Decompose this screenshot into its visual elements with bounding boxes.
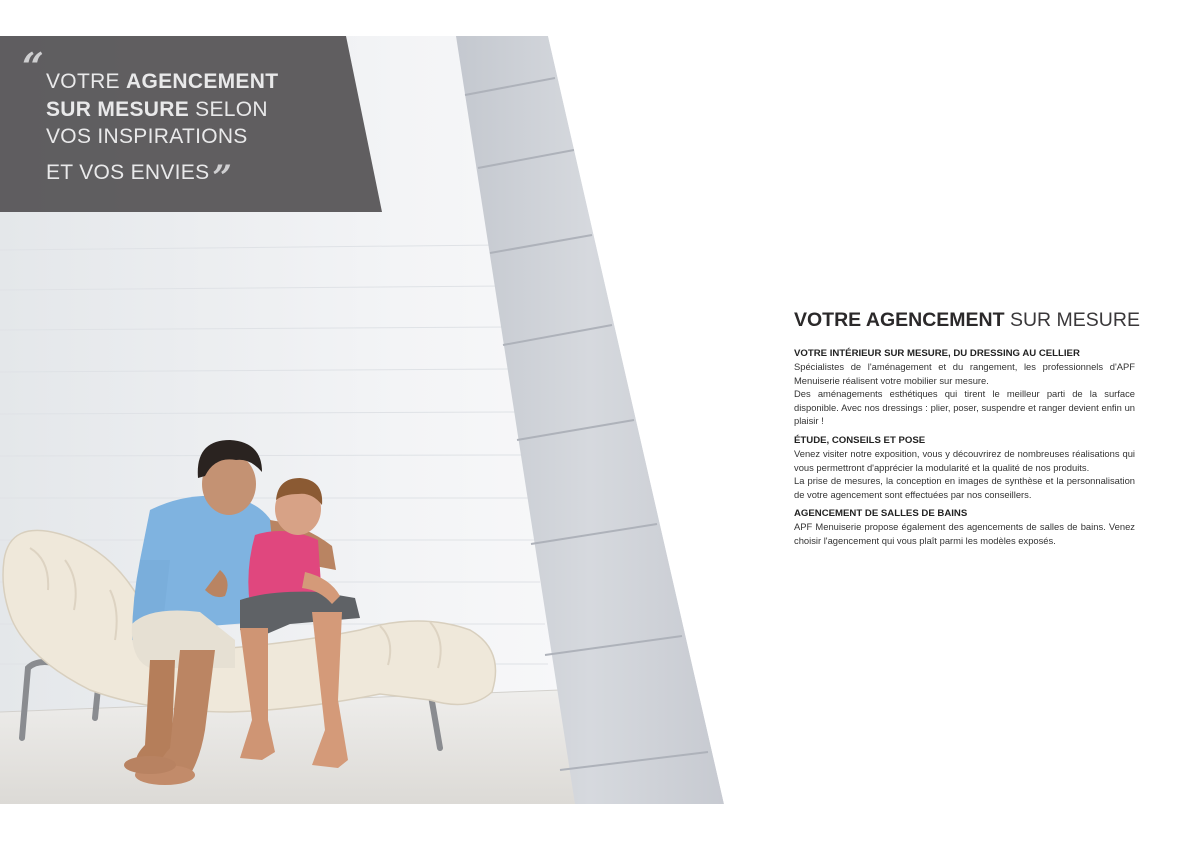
quote-text (46, 68, 346, 198)
close-quote-icon: ” (212, 157, 233, 198)
paragraph: Spécialistes de l'aménagement et du rangement, les professionnels d'APF Menuiserie réalisent votre mobilier sur mesure. (794, 361, 1135, 386)
paragraph: APF Menuiserie propose également des agencements de salles de bains. Venez choisir l'agencement qui vous plaît parmi les modèles exposés. (794, 521, 1135, 546)
paragraph: Venez visiter notre exposition, vous y découvrirez de nombreuses réalisations qui vous permettront d'apprécier la modularité et la qualité de nos produits. (794, 447, 1135, 473)
page-title: VOTRE AGENCEMENT SUR MESURE (794, 309, 1140, 331)
section-body (794, 520, 1135, 547)
paragraph: La prise de mesures, la conception en images de synthèse et la personnalisation de votre agencement sont effectuées par nos conseillers. (794, 475, 1135, 500)
section-title: VOTRE INTÉRIEUR SUR MESURE, DU DRESSING AU CELLIER (794, 348, 1080, 359)
section-title: AGENCEMENT DE SALLES DE BAINS (794, 508, 968, 520)
quote-line-3: VOS INSPIRATIONS (46, 125, 248, 148)
open-quote-icon: “ (22, 44, 44, 89)
section-title: ÉTUDE, CONSEILS ET POSE (794, 434, 926, 446)
section-body (794, 447, 1135, 501)
quote-line-1: VOTRE AGENCEMENT (46, 70, 279, 93)
quote-line-4: ET VOS ENVIES” (46, 157, 233, 198)
section-body (794, 360, 1135, 428)
text-column (794, 307, 1140, 554)
quote-line-2: SUR MESURE SELON (46, 97, 268, 121)
paragraph: Des aménagements esthétiques qui tirent le meilleur parti de la surface disponible. Avec nos dressings : plier, poser, suspendre et ranger devient enfin un plaisir ! (794, 388, 1135, 427)
